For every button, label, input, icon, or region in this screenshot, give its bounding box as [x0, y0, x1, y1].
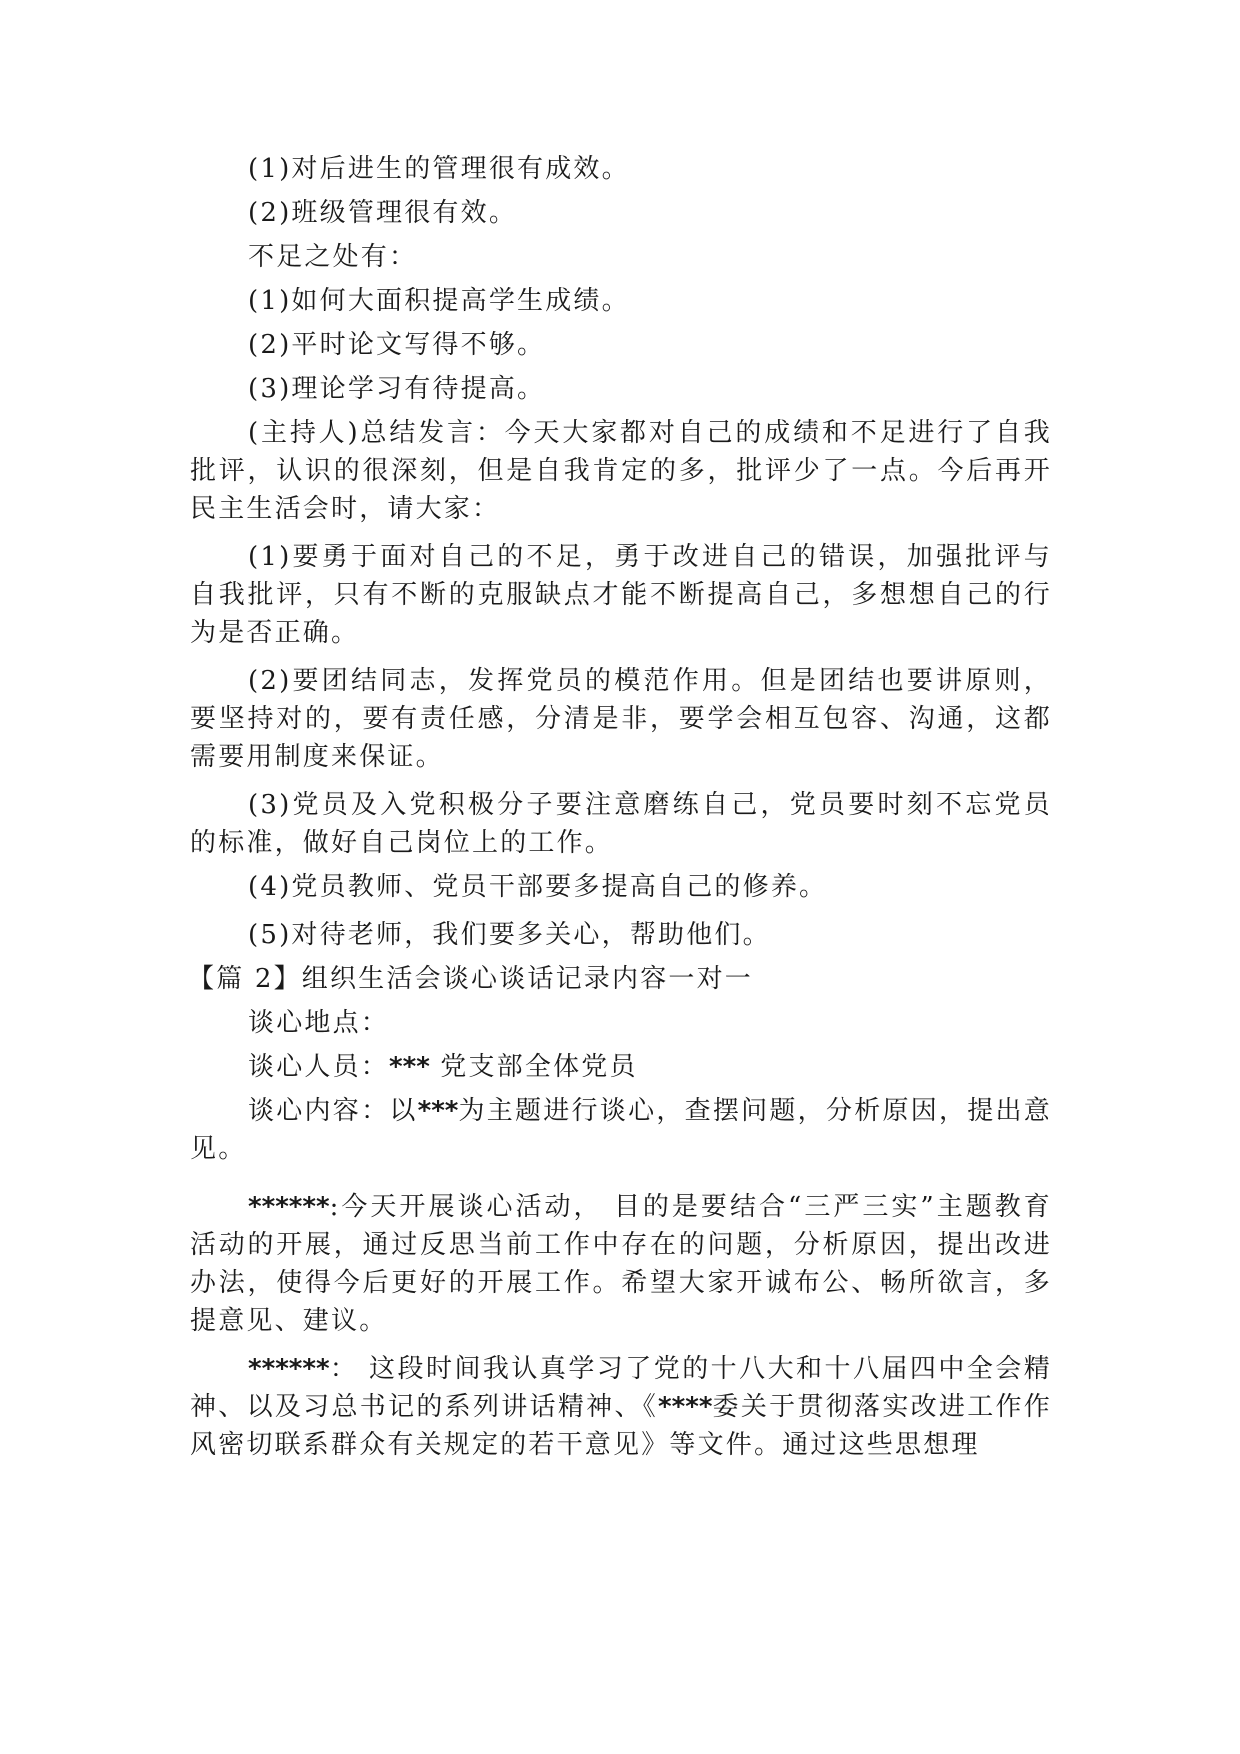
request-paragraph: (2)要团结同志，发挥党员的模范作用。但是团结也要讲原则，要坚持对的，要有责任感，分清是非，要学会相互包容、沟通，这都需要用制度来保证。: [190, 666, 1052, 772]
list-item: (3)理论学习有待提高。: [248, 374, 546, 404]
speech-text: 委关于贯彻落实改进工作作风密切联系群众有关规定的若干意见》等文件。通过这些思想理: [190, 1392, 1052, 1460]
speaker-name: ******: [248, 1354, 330, 1384]
section-heading: 【篇 2】组织生活会谈心谈话记录内容一对一: [188, 964, 754, 994]
speech-paragraph: [190, 1188, 1052, 1340]
people-value: 党支部全体党员: [429, 1052, 638, 1082]
request-paragraph: (3)党员及入党积极分子要注意磨练自己，党员要时刻不忘党员的标准，做好自己岗位上的工作。: [190, 790, 1052, 858]
content-value: 为主题进行谈心，查摆问题，分析原因，提出意见。: [190, 1096, 1053, 1164]
content-label: 谈心内容：以: [248, 1096, 418, 1126]
list-item: (1)对后进生的管理很有成效。: [248, 154, 630, 184]
list-item: (2)平时论文写得不够。: [248, 330, 546, 360]
speech-text: :今天开展谈心活动， 目的是要结合“三严三实”主题教育活动的开展，通过反思当前工作中存在的问题，分析原因，提出改进办法，使得今后更好的开展工作。希望大家开诚布公、畅所欲言，多提意见、建议。: [190, 1192, 1052, 1336]
summary-paragraph: (主持人)总结发言：今天大家都对自己的成绩和不足进行了自我批评，认识的很深刻，但是自我肯定的多，批评少了一点。今后再开民主生活会时，请大家：: [190, 418, 1052, 524]
speech-text: ： 这段时间我认真学习了党的十八大和十八届四中全会精神、以及习总书记的系列讲话精神、《: [190, 1354, 1052, 1422]
content-stars: ***: [417, 1096, 459, 1126]
people-line: [190, 1048, 1052, 1086]
redacted-stars: ****: [658, 1392, 713, 1422]
content-line: [190, 1092, 1052, 1168]
request-paragraph: (5)对待老师，我们要多关心，帮助他们。: [248, 920, 771, 950]
list-item: (1)如何大面积提高学生成绩。: [248, 286, 630, 316]
request-paragraph: (4)党员教师、党员干部要多提高自己的修养。: [248, 872, 828, 902]
list-item: (2)班级管理很有效。: [248, 198, 518, 228]
request-paragraph: (1)要勇于面对自己的不足，勇于改进自己的错误，加强批评与自我批评，只有不断的克服缺点才能不断提高自己，多想想自己的行为是否正确。: [190, 542, 1052, 648]
shortcomings-title: 不足之处有：: [248, 242, 418, 272]
document-body: [190, 150, 1052, 1464]
location-line: 谈心地点：: [248, 1008, 390, 1038]
people-stars: ***: [389, 1052, 430, 1082]
speaker-name: ******: [248, 1192, 330, 1222]
people-label: 谈心人员：: [248, 1052, 390, 1082]
speech-paragraph: [190, 1350, 1052, 1464]
